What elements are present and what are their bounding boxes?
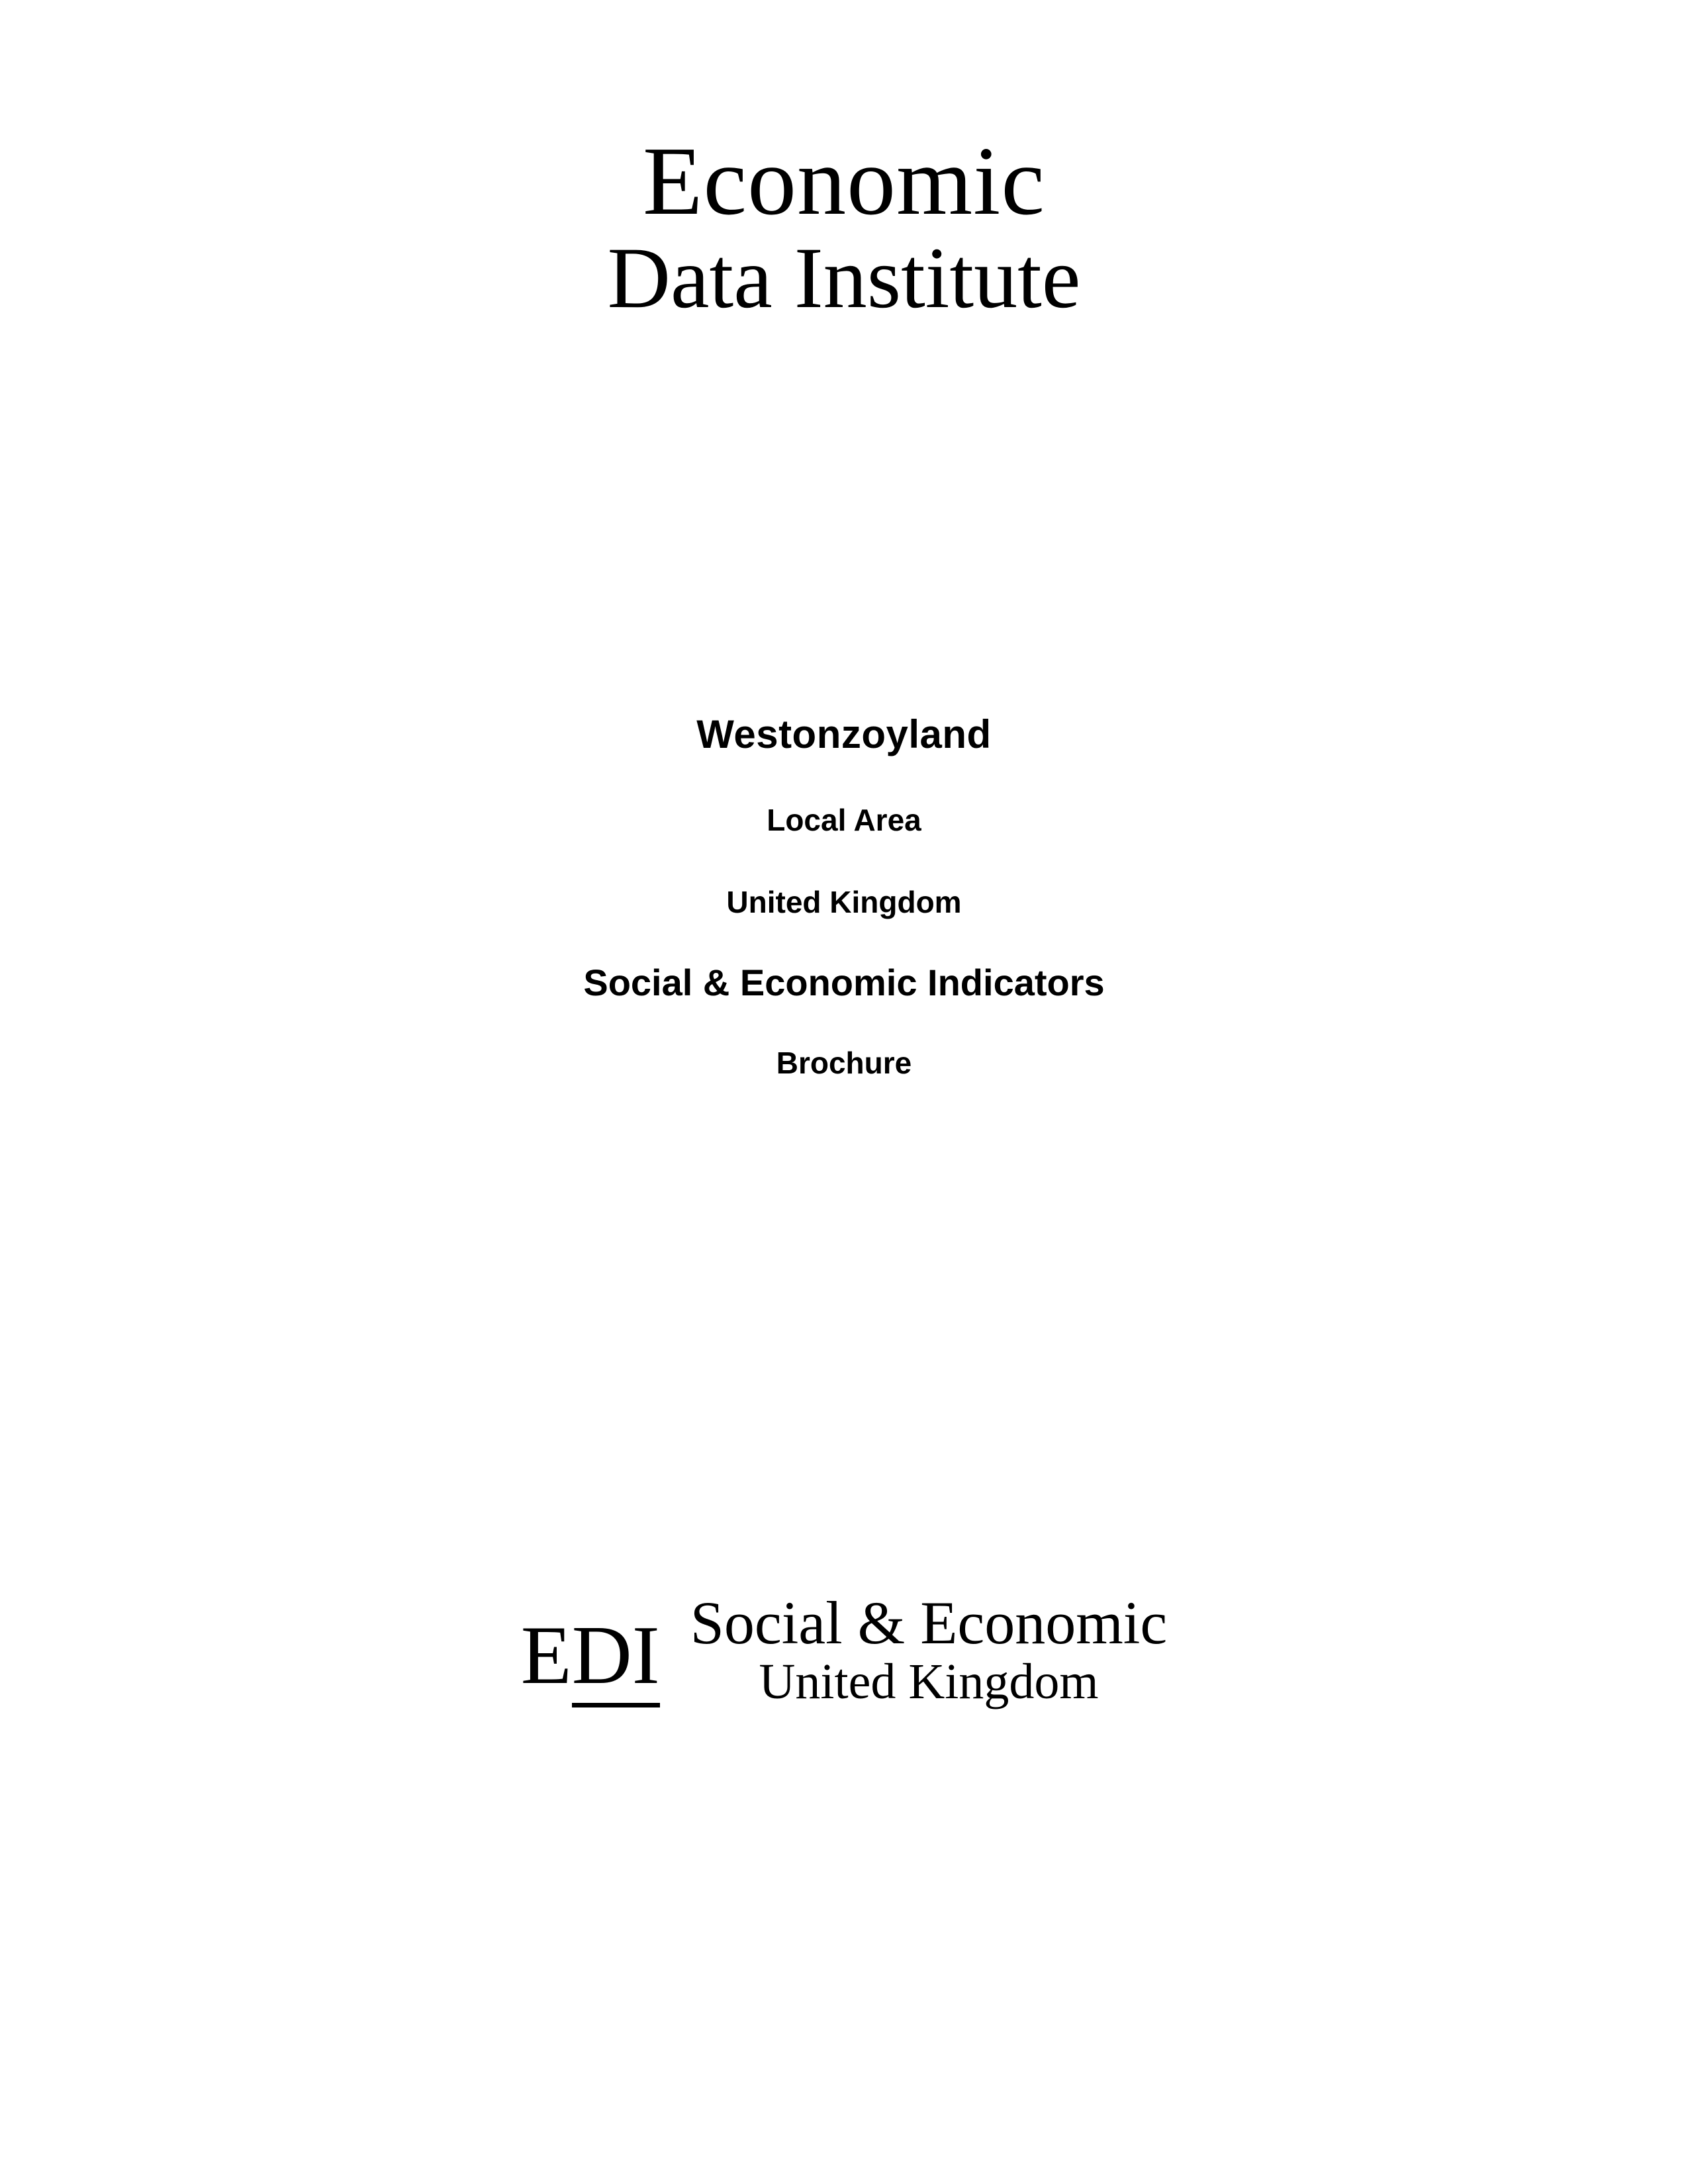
page-title: Westonzoyland [696, 712, 992, 756]
edi-subtitle-line-2: United Kingdom [759, 1653, 1099, 1709]
masthead-logo [0, 127, 1688, 326]
area-level-label: Local Area [767, 803, 921, 837]
country-label: United Kingdom [726, 885, 962, 919]
subject-label: Social & Economic Indicators [583, 962, 1105, 1003]
title-block [0, 711, 1688, 1081]
masthead-line-2: Data Institute [607, 229, 1081, 326]
edi-subtitle-line-1: Social & Economic [690, 1589, 1168, 1657]
edi-wordmark [520, 1592, 660, 1702]
edi-subtitle [690, 1589, 1168, 1709]
footer-logo [0, 1589, 1688, 1709]
edi-wordmark-underlined: DI [572, 1610, 660, 1707]
masthead-line-1: Economic [642, 127, 1046, 236]
edi-wordmark-prefix: E [520, 1610, 572, 1702]
document-type-label: Brochure [776, 1046, 912, 1080]
